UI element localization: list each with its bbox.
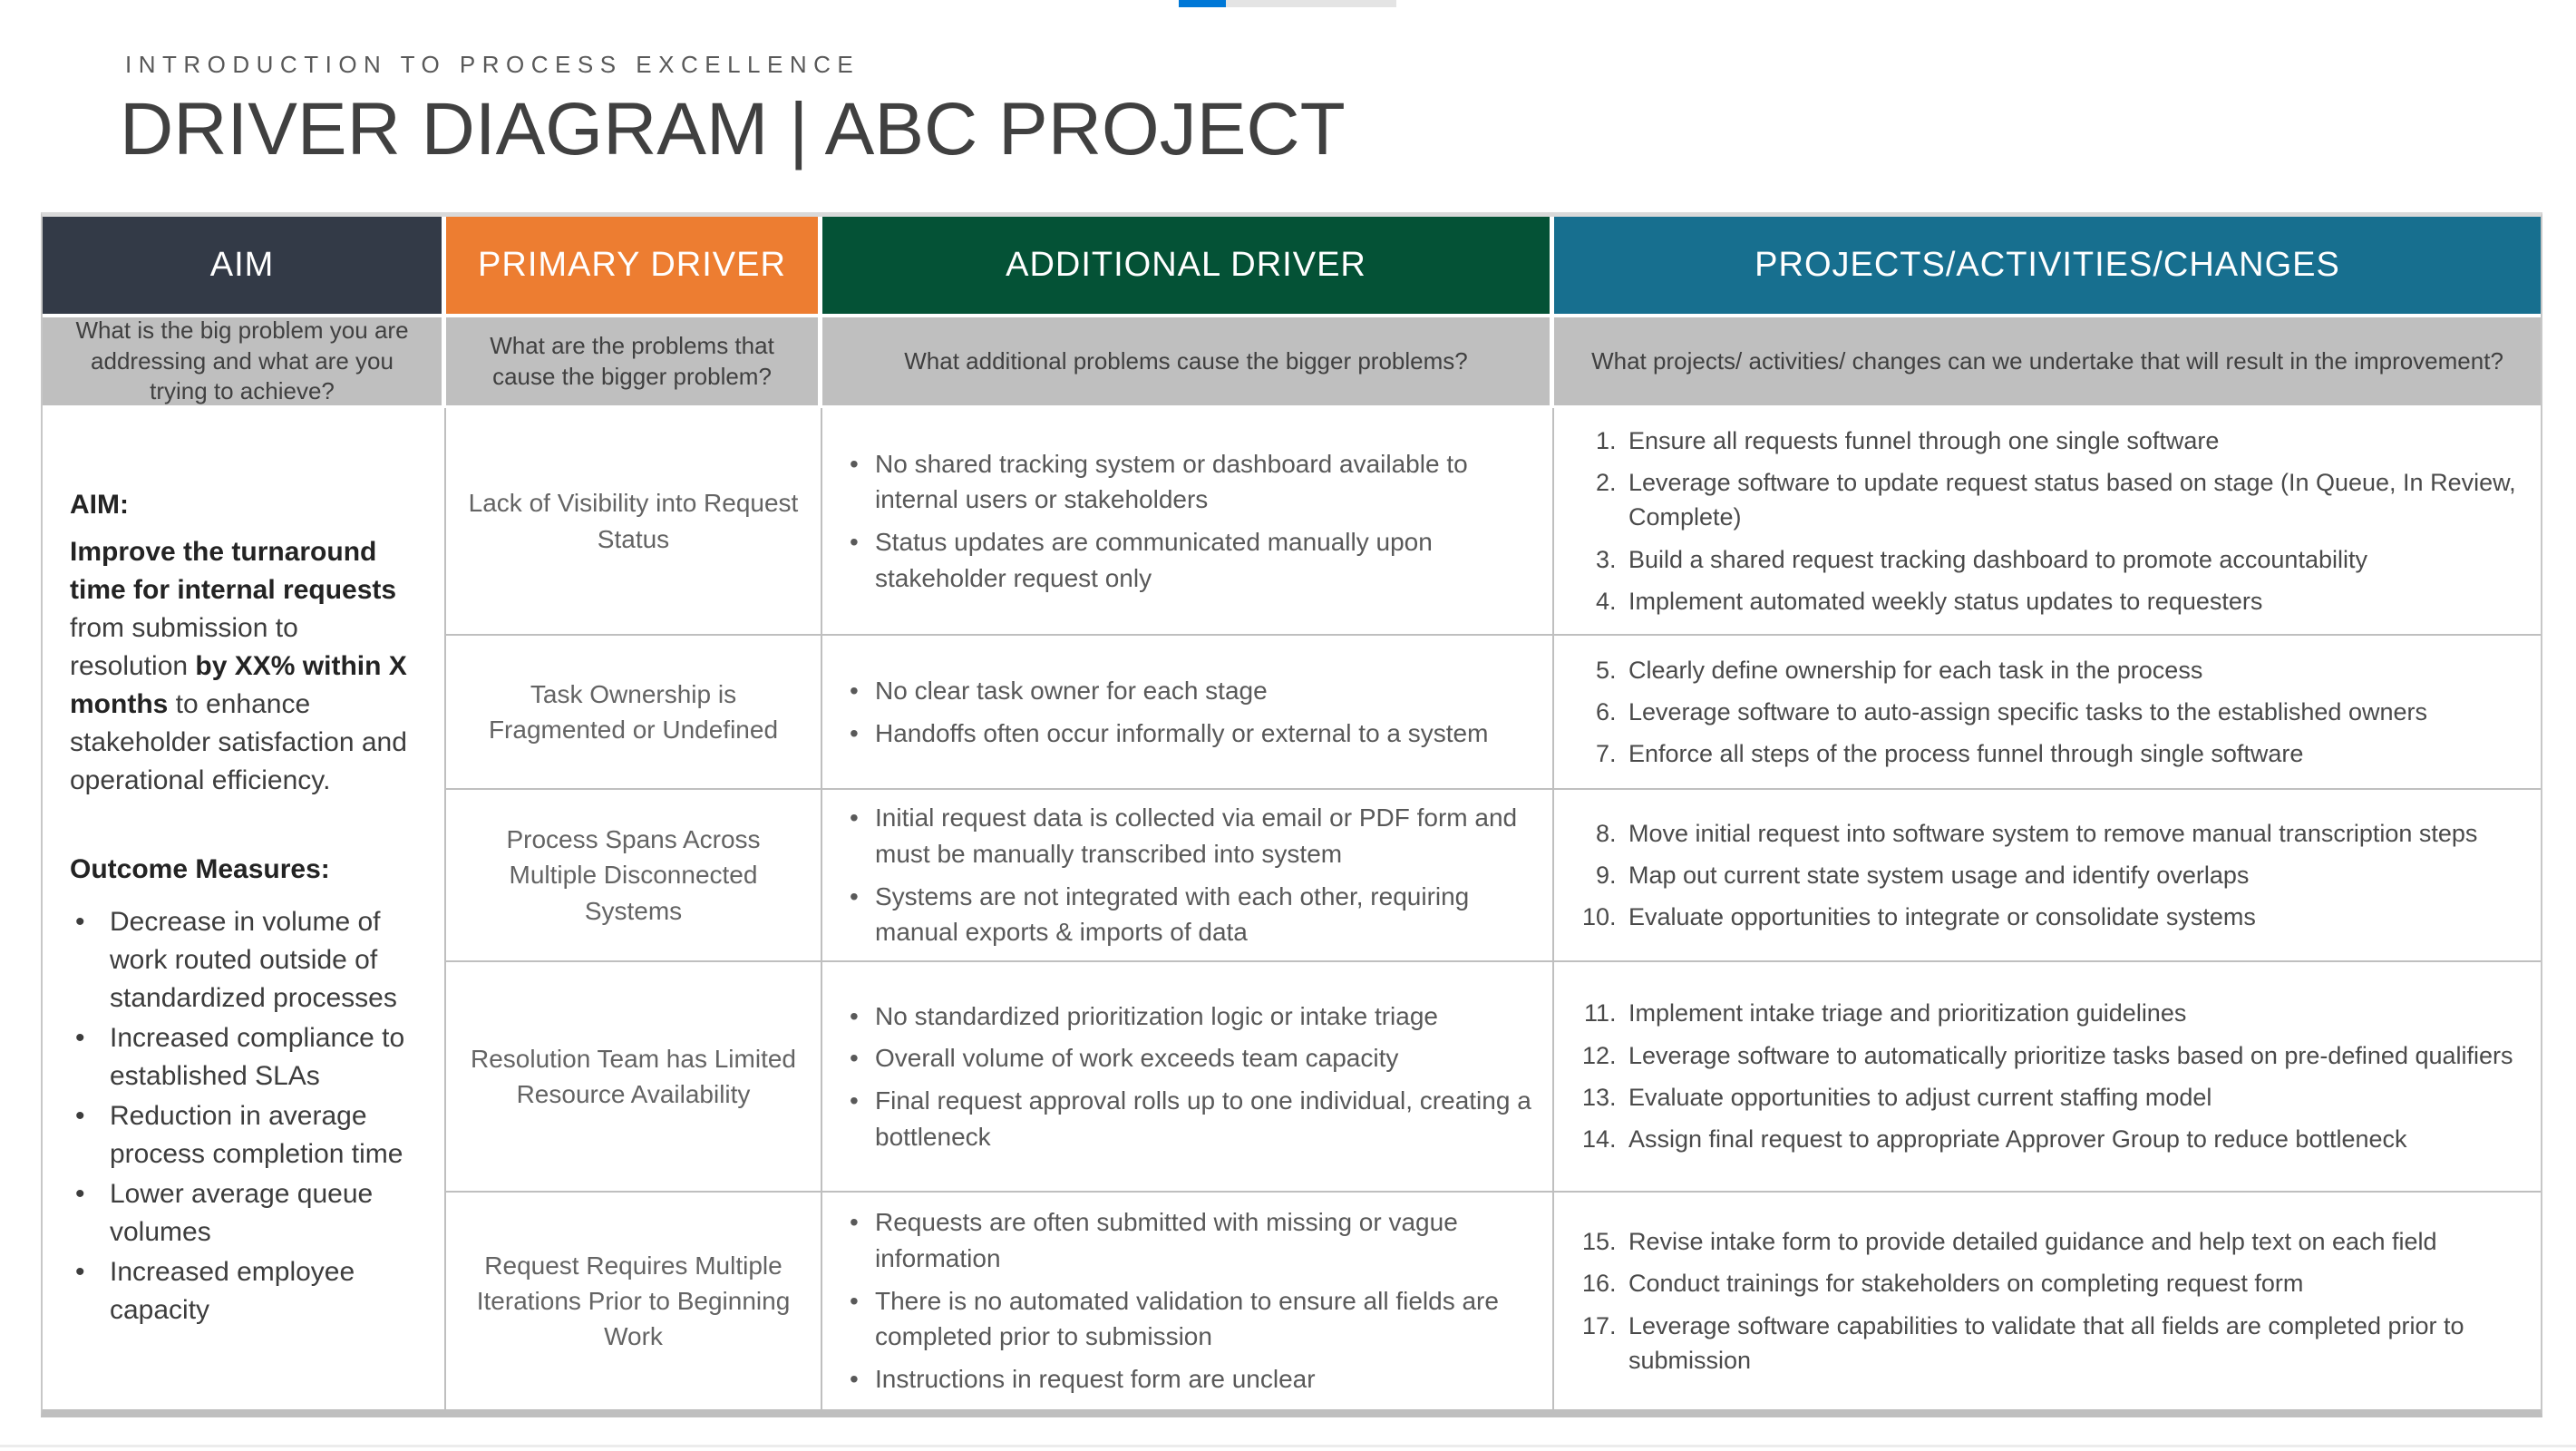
driver-diagram-table	[41, 212, 2542, 1417]
list-item: • Instructions in request form are unclear	[841, 1361, 1540, 1397]
list-item: 17. Leverage software capabilities to validate that all fields are completed prior to submission	[1623, 1309, 2524, 1378]
additional-driver-cell	[822, 408, 1554, 636]
column-header-additional-driver: ADDITIONAL DRIVER	[822, 217, 1554, 317]
list-item: 14. Assign final request to appropriate Approver Group to reduce bottleneck	[1623, 1122, 2524, 1156]
subheader-additional-question: What additional problems cause the bigger problems?	[822, 317, 1554, 408]
projects-cell	[1554, 408, 2541, 636]
list-item: • Increased employee capacity	[70, 1253, 419, 1329]
aim-label: AIM:	[70, 490, 129, 520]
list-item: 6. Leverage software to auto-assign specific tasks to the established owners	[1623, 695, 2524, 729]
list-item: • Increased compliance to established SLAs	[70, 1019, 419, 1096]
additional-driver-cell	[822, 962, 1554, 1193]
list-item: • There is no automated validation to ensure all fields are completed prior to submission	[841, 1283, 1540, 1356]
outcome-measures-label: Outcome Measures:	[70, 854, 330, 884]
subheader-projects-question: What projects/ activities/ changes can we undertake that will result in the improvement?	[1554, 317, 2541, 408]
list-item: 7. Enforce all steps of the process funnel through single software	[1623, 736, 2524, 771]
list-item: • No clear task owner for each stage	[841, 673, 1540, 709]
list-item: 13. Evaluate opportunities to adjust current staffing model	[1623, 1080, 2524, 1115]
list-item: 9. Map out current state system usage and identify overlaps	[1623, 858, 2524, 892]
additional-driver-list	[841, 440, 1540, 603]
projects-cell	[1554, 790, 2541, 962]
list-item: • No shared tracking system or dashboard available to internal users or stakeholders	[841, 446, 1540, 519]
projects-list	[1570, 646, 2524, 779]
aim-statement	[70, 533, 419, 800]
additional-driver-cell	[822, 636, 1554, 790]
list-item: 5. Clearly define ownership for each task in the process	[1623, 653, 2524, 687]
list-item: • Systems are not integrated with each other, requiring manual exports & imports of data	[841, 879, 1540, 951]
list-item: 4. Implement automated weekly status updates to requesters	[1623, 584, 2524, 618]
list-item: • Reduction in average process completion time	[70, 1097, 419, 1173]
list-item: • Decrease in volume of work routed outside of standardized processes	[70, 903, 419, 1018]
list-item: 3. Build a shared request tracking dashboard to promote accountability	[1623, 542, 2524, 577]
top-progress-track	[1179, 0, 1396, 7]
list-item: 10. Evaluate opportunities to integrate or consolidate systems	[1623, 900, 2524, 934]
list-item: 12. Leverage software to automatically prioritize tasks based on pre-defined qualifiers	[1623, 1038, 2524, 1073]
list-item: 1. Ensure all requests funnel through one single software	[1623, 424, 2524, 458]
aim-cell	[43, 408, 446, 1409]
aim-bold-segment: Improve the turnaround time for internal requests	[70, 537, 397, 605]
projects-cell	[1554, 962, 2541, 1193]
projects-cell	[1554, 1193, 2541, 1409]
list-item: • Final request approval rolls up to one individual, creating a bottleneck	[841, 1083, 1540, 1155]
additional-driver-list	[841, 992, 1540, 1162]
additional-driver-cell	[822, 790, 1554, 962]
projects-list	[1570, 1217, 2524, 1385]
subheader-aim-question: What is the big problem you are addressing and what are you trying to achieve?	[43, 317, 446, 408]
aim-regular-segment: to enhance stakeholder satisfaction and operational efficiency.	[70, 689, 407, 795]
list-item: 16. Conduct trainings for stakeholders on completing request form	[1623, 1266, 2524, 1300]
list-item: • No standardized prioritization logic or intake triage	[841, 998, 1540, 1035]
page-title: DRIVER DIAGRAM | ABC PROJECT	[120, 88, 1346, 170]
outcome-measures-list	[70, 903, 419, 1331]
primary-driver-cell: Resolution Team has Limited Resource Availability	[446, 962, 822, 1193]
aim-bold-segment: by XX% within X months	[70, 651, 407, 719]
aim-regular-segment: from submission to resolution	[70, 613, 298, 681]
list-item: 11. Implement intake triage and prioritization guidelines	[1623, 996, 2524, 1030]
additional-driver-cell	[822, 1193, 1554, 1409]
kicker: INTRODUCTION TO PROCESS EXCELLENCE	[125, 51, 860, 78]
primary-driver-cell: Task Ownership is Fragmented or Undefined	[446, 636, 822, 790]
projects-list	[1570, 416, 2524, 627]
projects-list	[1570, 809, 2524, 942]
projects-cell	[1554, 636, 2541, 790]
list-item: • Handoffs often occur informally or external to a system	[841, 716, 1540, 752]
list-item: 2. Leverage software to update request status based on stage (In Queue, In Review, Complete)	[1623, 465, 2524, 535]
list-item: • Initial request data is collected via email or PDF form and must be manually transcribed into system	[841, 800, 1540, 872]
subheader-primary-question: What are the problems that cause the bigger problem?	[446, 317, 822, 408]
column-header-projects: PROJECTS/ACTIVITIES/CHANGES	[1554, 217, 2541, 317]
additional-driver-list	[841, 667, 1540, 758]
list-item: • Overall volume of work exceeds team capacity	[841, 1040, 1540, 1076]
list-item: • Lower average queue volumes	[70, 1175, 419, 1251]
primary-driver-cell: Lack of Visibility into Request Status	[446, 408, 822, 636]
primary-driver-cell: Request Requires Multiple Iterations Prior to Beginning Work	[446, 1193, 822, 1409]
additional-driver-list	[841, 1198, 1540, 1404]
projects-list	[1570, 988, 2524, 1164]
primary-driver-cell: Process Spans Across Multiple Disconnected Systems	[446, 790, 822, 962]
top-progress-fill	[1179, 0, 1226, 7]
bottom-divider	[0, 1445, 2576, 1447]
additional-driver-list	[841, 794, 1540, 957]
list-item: 8. Move initial request into software system to remove manual transcription steps	[1623, 816, 2524, 851]
list-item: • Requests are often submitted with missing or vague information	[841, 1204, 1540, 1277]
column-header-primary-driver: PRIMARY DRIVER	[446, 217, 822, 317]
list-item: 15. Revise intake form to provide detailed guidance and help text on each field	[1623, 1224, 2524, 1259]
list-item: • Status updates are communicated manually upon stakeholder request only	[841, 524, 1540, 597]
column-header-aim: AIM	[43, 217, 446, 317]
